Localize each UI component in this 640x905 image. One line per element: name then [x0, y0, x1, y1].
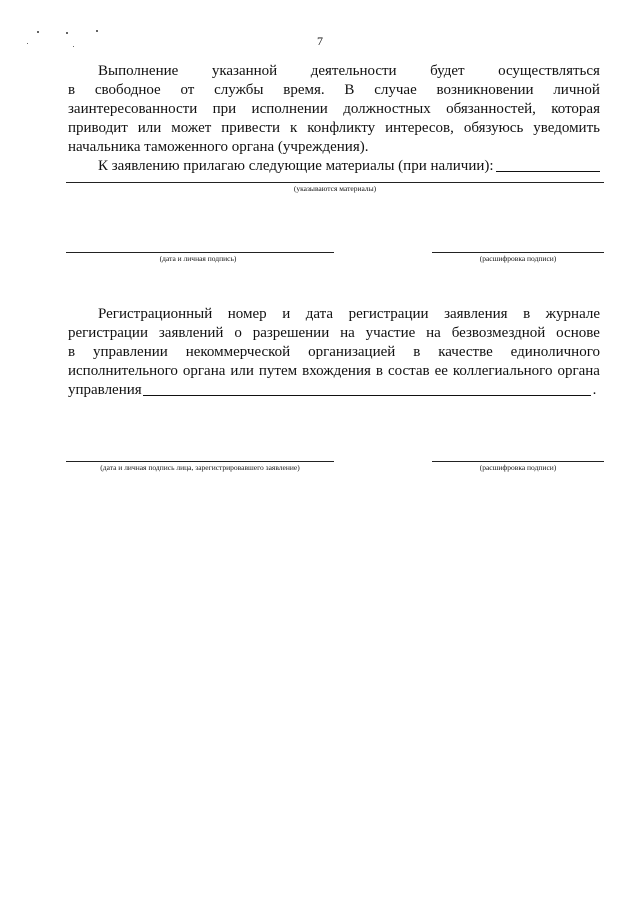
attachments-fill-line — [496, 157, 600, 172]
word: состав — [387, 363, 430, 379]
word: журнале — [545, 306, 600, 322]
word: уведомить — [533, 120, 600, 136]
word: может — [171, 120, 212, 136]
word: привести — [221, 120, 281, 136]
word: дата — [305, 306, 334, 322]
word: качестве — [438, 344, 493, 360]
paragraph-line — [68, 305, 600, 324]
word: обязуюсь — [463, 120, 524, 136]
word: обязанностей, — [446, 101, 536, 117]
paragraph-line — [68, 100, 600, 119]
attachments-line — [68, 157, 600, 176]
word: должностных — [343, 101, 431, 117]
word: свободное — [94, 82, 161, 98]
word: в — [375, 363, 383, 379]
word: единоличного — [510, 344, 600, 360]
word: на — [340, 325, 355, 341]
word: в — [413, 344, 421, 360]
scan-speck — [27, 43, 28, 44]
word: будет — [430, 63, 465, 79]
word: которая — [551, 101, 600, 117]
word: управлении — [93, 344, 168, 360]
registrar-decode-caption: (расшифровка подписи) — [479, 463, 557, 472]
word: в — [68, 82, 76, 98]
word: случае — [374, 82, 417, 98]
word: путем — [258, 363, 298, 379]
word: Выполнение — [98, 63, 179, 79]
word: в — [68, 344, 76, 360]
registrar-decode-rule — [432, 461, 604, 462]
paragraph-line — [68, 381, 600, 400]
word: некоммерческой — [185, 344, 291, 360]
word: и — [282, 306, 291, 322]
word: от — [180, 82, 195, 98]
decode-rule — [432, 252, 604, 253]
word: . — [592, 382, 597, 398]
word: В — [344, 82, 355, 98]
word: указанной — [211, 63, 278, 79]
word: ее — [434, 363, 448, 379]
paragraph-line — [68, 62, 600, 81]
paragraph-line — [68, 343, 600, 362]
attachments-caption: (указываются материалы) — [293, 184, 377, 193]
paragraph-line — [68, 324, 600, 343]
paragraph-registration — [68, 305, 600, 400]
paragraph-line — [68, 138, 600, 157]
word: при — [212, 101, 237, 117]
scan-speck — [66, 32, 68, 34]
paragraph-line — [68, 81, 600, 100]
word: в — [523, 306, 531, 322]
word: службы — [214, 82, 264, 98]
attachments-text: К заявлению прилагаю следующие материалы (при наличии): — [98, 158, 494, 174]
word: организацией — [308, 344, 396, 360]
word: органа — [557, 363, 600, 379]
registration-fill-line — [143, 381, 591, 396]
date-sign-rule — [66, 252, 334, 253]
word: личной — [553, 82, 600, 98]
registrar-sign-caption: (дата и личная подпись лица, зарегистрировавшего заявление) — [100, 463, 300, 472]
word: регистрации — [68, 325, 148, 341]
word: безвозмездной — [451, 325, 546, 341]
word: управления — [68, 382, 142, 398]
attachments-rule — [66, 182, 604, 183]
word: заинтересованности — [68, 101, 198, 117]
word: органа — [182, 363, 226, 379]
word: деятельности — [310, 63, 397, 79]
word: на — [426, 325, 441, 341]
word: заявления — [444, 306, 508, 322]
word: к — [290, 120, 298, 136]
word: вхождения — [302, 363, 371, 379]
word: регистрации — [348, 306, 429, 322]
word: время. — [283, 82, 325, 98]
paragraph-line — [68, 362, 600, 381]
word: заявлений — [158, 325, 224, 341]
scan-speck — [96, 30, 98, 32]
decode-caption: (расшифровка подписи) — [479, 254, 557, 263]
word: или — [137, 120, 162, 136]
word: участие — [365, 325, 416, 341]
word: конфликту — [307, 120, 376, 136]
word: Регистрационный — [98, 306, 213, 322]
word: начальника таможенного органа (учреждения). — [68, 139, 369, 155]
word: или — [230, 363, 254, 379]
date-sign-caption: (дата и личная подпись) — [159, 254, 237, 263]
registrar-sign-rule — [66, 461, 334, 462]
paragraph-line — [68, 119, 600, 138]
word: исполнительного — [68, 363, 178, 379]
page-number: 7 — [317, 34, 323, 48]
word: основе — [556, 325, 600, 341]
word: исполнении — [251, 101, 328, 117]
word: коллегиального — [452, 363, 553, 379]
scan-speck — [37, 31, 39, 33]
word: номер — [227, 306, 267, 322]
paragraph-activity — [68, 62, 600, 176]
word: приводит — [68, 120, 128, 136]
scan-speck — [73, 46, 74, 47]
word: интересов, — [385, 120, 454, 136]
word: возникновении — [436, 82, 534, 98]
word: осуществляться — [498, 63, 600, 79]
word: о — [234, 325, 242, 341]
word: разрешении — [252, 325, 330, 341]
